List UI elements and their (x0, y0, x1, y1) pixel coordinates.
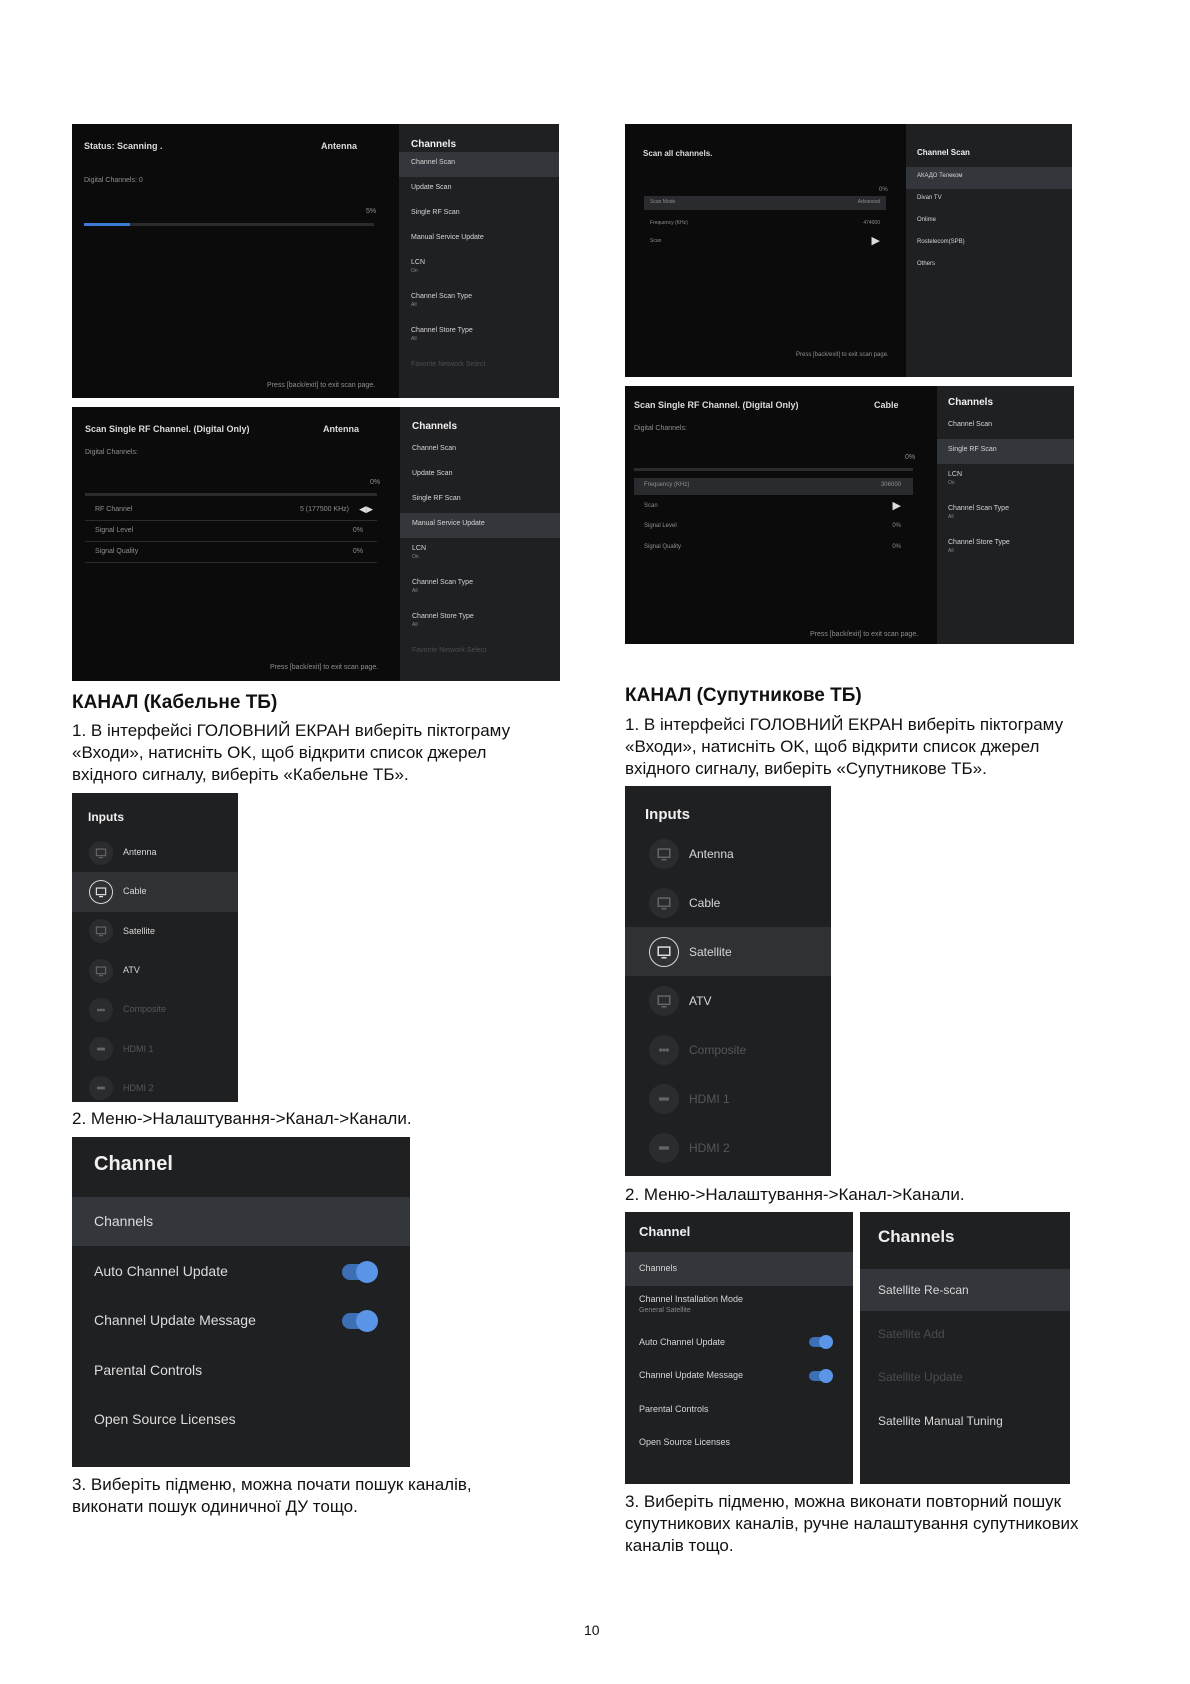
input-label: HDMI 2 (123, 1082, 154, 1093)
channel-item-channel-installation-mode[interactable] (625, 1286, 853, 1326)
menu-title: Channel Scan (917, 148, 970, 157)
input-label: Satellite (123, 925, 156, 936)
satellite-item-satellite-update[interactable] (860, 1356, 1070, 1398)
channel-item-open-source-licenses[interactable] (72, 1395, 410, 1444)
menu-item-label: Favorite Network Select (411, 361, 486, 368)
menu-item-label: Channel Scan Type (948, 505, 1009, 512)
row-label: Signal Level (644, 523, 677, 529)
channel-scan-panel (906, 124, 1072, 377)
menu-item-channel-scan-type[interactable] (937, 498, 1074, 532)
menu-item-manual-service-update[interactable] (399, 227, 559, 252)
satellite-tv-heading: КАНАЛ (Супутникове ТБ) (625, 685, 862, 706)
input-label: Antenna (123, 847, 157, 858)
row-signal-quality[interactable] (634, 540, 913, 557)
row-label: Frequency (KHz) (644, 482, 690, 488)
input-label: Cable (689, 895, 721, 910)
input-label: Cable (123, 886, 147, 897)
menu-item-label: Channel Scan (412, 445, 456, 452)
row-signal-level[interactable] (634, 519, 913, 536)
scan-progress-bar (85, 493, 377, 496)
input-label: HDMI 1 (689, 1091, 730, 1106)
row-label: Scan (644, 503, 658, 509)
operator-item-onlime[interactable] (906, 211, 1072, 233)
menu-item-label: Channel Store Type (948, 539, 1010, 546)
operator-label: АКАДО Телеком (917, 173, 963, 179)
channel-item-label: Channels (94, 1213, 154, 1229)
menu-item-channel-store-type[interactable] (937, 532, 1074, 566)
input-label: ATV (123, 965, 140, 976)
menu-item-label: Single RF Scan (411, 209, 460, 216)
hdmi-icon (649, 1084, 679, 1114)
cable-step-3: 3. Виберіть підменю, можна почати пошук каналів, виконати пошук одиничної ДУ тощо. (72, 1475, 472, 1516)
menu-item-channel-scan[interactable] (937, 414, 1074, 439)
satellite-item-satellite-re-scan[interactable] (860, 1269, 1070, 1311)
satellite-step-3: 3. Виберіть підменю, можна виконати повторний пошук супутникових каналів, ручне налаштування супутникових каналів тощо. (625, 1492, 1079, 1555)
row-value: 0% (352, 548, 363, 555)
left-right-arrows-icon[interactable]: ◀▶ (359, 504, 373, 514)
operator-item-rostelecom-spb[interactable] (906, 233, 1072, 255)
channel-item-label: Channel Update Message (639, 1370, 744, 1380)
menu-item-label: Update Scan (411, 184, 452, 191)
input-label: Composite (689, 1042, 747, 1057)
menu-item-channel-scan[interactable] (399, 152, 559, 177)
input-cable[interactable] (72, 872, 238, 911)
row-label: Scan Mode (650, 199, 676, 205)
channels-menu-panel (400, 407, 560, 681)
channel-item-label: Channel Update Message (94, 1312, 256, 1328)
satellite-channels-menu (860, 1212, 1070, 1484)
row-value: 5 (177500 KHz) (299, 506, 349, 513)
operator-label: Others (917, 261, 936, 267)
tv-icon (649, 986, 679, 1016)
input-cable[interactable] (625, 878, 831, 927)
menu-item-single-rf-scan[interactable] (400, 488, 560, 513)
scan-status: Status: Scanning . (84, 141, 163, 151)
row-divider (85, 541, 377, 542)
scan-progress-fill (84, 223, 130, 226)
satellite-step-1: 1. В інтерфейсі ГОЛОВНИЙ ЕКРАН виберіть піктограму «Входи», натисніть OK, щоб відкрити список джерел вхідного сигналу, виберіть «Супутникове ТБ». (625, 715, 1064, 778)
menu-item-label: LCN (412, 545, 427, 552)
row-frequency-khz[interactable] (634, 478, 913, 495)
operator-label: Divan TV (917, 195, 942, 201)
input-antenna[interactable] (72, 833, 238, 872)
tv-icon (649, 888, 679, 918)
menu-item-lcn[interactable] (937, 464, 1074, 498)
row-label: Signal Quality (644, 544, 682, 550)
channel-item-label: Auto Channel Update (639, 1336, 726, 1347)
scan-progress-bar (84, 223, 374, 226)
menu-item-channel-scan-type[interactable] (400, 572, 560, 606)
scan-footer: Press [back/exit] to exit scan page. (796, 352, 889, 358)
menu-item-value: On (411, 268, 418, 274)
row-label: Signal Quality (95, 548, 139, 555)
channel-item-label: Auto Channel Update (94, 1262, 228, 1279)
menu-title: Channels (948, 397, 994, 408)
menu-title: Channels (411, 139, 457, 150)
toggle-switch[interactable] (342, 1264, 376, 1280)
menu-item-label: Channel Scan Type (411, 293, 472, 300)
channel-title: Channel (94, 1153, 173, 1175)
channel-item-auto-channel-update[interactable] (625, 1326, 853, 1360)
satellite-item-label: Satellite Update (878, 1370, 963, 1384)
menu-item-single-rf-scan[interactable] (937, 439, 1074, 464)
tv-icon (89, 919, 113, 943)
satellite-item-label: Satellite Add (878, 1326, 945, 1341)
inputs-title: Inputs (88, 810, 124, 824)
scan-source: Antenna (323, 424, 359, 434)
menu-item-update-scan[interactable] (399, 177, 559, 202)
hdmi-icon (89, 1076, 113, 1100)
menu-item-value: On (412, 554, 419, 560)
single-rf-antenna-screen (72, 407, 560, 681)
channel-item-channels[interactable] (72, 1197, 410, 1246)
operator-item-akado[interactable] (906, 167, 1072, 189)
menu-item-label: Manual Service Update (412, 520, 485, 527)
row-divider (85, 562, 377, 563)
input-label: HDMI 1 (123, 1043, 154, 1054)
satellite-step-2: 2. Меню->Налаштування->Канал->Канали. (625, 1185, 965, 1204)
row-scan[interactable] (644, 235, 886, 249)
screen-title: Scan Single RF Channel. (Digital Only) (85, 424, 250, 434)
digital-channels-label: Digital Channels: (85, 449, 138, 456)
inputs-panel-cable (72, 793, 238, 1102)
inputs-title: Inputs (645, 806, 690, 823)
menu-item-lcn[interactable] (400, 538, 560, 572)
menu-item-channel-scan[interactable] (400, 438, 560, 463)
row-value: 474000 (863, 220, 880, 226)
comp-icon (89, 998, 113, 1022)
digital-channels-count: Digital Channels: 0 (84, 177, 143, 184)
channels-menu-panel (399, 124, 559, 398)
row-value: 0% (892, 544, 901, 550)
input-hdmi-1[interactable] (625, 1074, 831, 1123)
row-scan[interactable] (634, 499, 913, 516)
input-label: HDMI 2 (689, 1140, 730, 1155)
scan-footer: Press [back/exit] to exit scan page. (270, 664, 379, 671)
channel-item-open-source-licenses[interactable] (625, 1426, 853, 1460)
satellite-item-satellite-manual-tuning[interactable] (860, 1400, 1070, 1442)
row-label: Signal Level (95, 527, 134, 534)
tv-icon (649, 937, 679, 967)
toggle-switch[interactable] (809, 1371, 831, 1381)
cable-tv-heading: КАНАЛ (Кабельне ТБ) (72, 692, 278, 713)
menu-item-label: Update Scan (412, 470, 453, 477)
row-signal-quality[interactable] (85, 548, 377, 562)
satellite-item-satellite-add[interactable] (860, 1313, 1070, 1355)
input-atv[interactable] (625, 976, 831, 1025)
channel-item-label: Open Source Licenses (639, 1437, 731, 1447)
tv-icon (649, 839, 679, 869)
channel-title: Channel (639, 1224, 691, 1239)
input-satellite[interactable] (72, 912, 238, 951)
row-divider (85, 520, 377, 521)
channel-item-label: Channel Installation Mode (639, 1293, 744, 1304)
channel-item-channel-update-message[interactable] (625, 1359, 853, 1393)
operator-item-divan-tv[interactable] (906, 189, 1072, 211)
row-value: 306000 (880, 482, 901, 488)
inputs-panel-satellite (625, 786, 831, 1176)
input-antenna[interactable] (625, 829, 831, 878)
satellite-item-label: Satellite Re-scan (878, 1283, 969, 1297)
input-composite[interactable] (72, 990, 238, 1029)
scan-progress-label: 0% (905, 454, 916, 461)
operator-item-others[interactable] (906, 255, 1072, 277)
menu-item-label: Favorite Network Select (412, 647, 487, 654)
scan-progress-label: 0% (879, 187, 888, 193)
scan-source: Antenna (321, 141, 357, 151)
menu-item-favorite-network-select[interactable] (400, 640, 560, 665)
channel-item-label: Parental Controls (639, 1403, 709, 1414)
menu-item-channel-scan-type[interactable] (399, 286, 559, 320)
row-frequency-khz[interactable] (644, 217, 886, 231)
input-hdmi-1[interactable] (72, 1030, 238, 1069)
channel-item-channels[interactable] (625, 1252, 853, 1286)
row-value: Advanced (857, 199, 880, 205)
menu-item-lcn[interactable] (399, 252, 559, 286)
channel-item-label: Parental Controls (94, 1361, 203, 1378)
channel-item-auto-channel-update[interactable] (72, 1247, 410, 1296)
menu-item-channel-store-type[interactable] (399, 320, 559, 354)
menu-title: Channels (412, 421, 458, 432)
row-value: 0% (892, 523, 901, 529)
satellite-item-label: Satellite Manual Tuning (878, 1413, 1003, 1428)
menu-item-label: Single RF Scan (412, 495, 461, 502)
channel-item-label: Open Source Licenses (94, 1411, 236, 1427)
menu-item-label: Channel Scan (411, 159, 455, 166)
channels-title: Channels (878, 1227, 955, 1246)
scan-footer: Press [back/exit] to exit scan page. (810, 631, 919, 638)
digital-channels-label: Digital Channels: (634, 425, 687, 432)
channel-item-value: General Satellite (639, 1306, 691, 1314)
row-label: Frequency (KHz) (650, 220, 688, 226)
menu-item-label: Manual Service Update (411, 234, 484, 241)
single-rf-cable-screen (625, 386, 1074, 644)
scan-footer: Press [back/exit] to exit scan page. (267, 382, 376, 389)
menu-item-label: Channel Store Type (412, 613, 474, 620)
tv-icon (89, 959, 113, 983)
input-hdmi-2[interactable] (625, 1123, 831, 1172)
screen-title: Scan all channels. (643, 149, 713, 158)
menu-item-label: Channel Scan Type (412, 579, 473, 586)
input-label: Antenna (689, 846, 734, 861)
input-satellite[interactable] (625, 927, 831, 976)
scan-progress-bar (634, 468, 913, 471)
channel-item-parental-controls[interactable] (72, 1346, 410, 1395)
scan-progress-label: 5% (366, 208, 377, 215)
cable-step-2: 2. Меню->Налаштування->Канал->Канали. (72, 1109, 412, 1128)
input-atv[interactable] (72, 951, 238, 990)
cable-step-1: 1. В інтерфейсі ГОЛОВНИЙ ЕКРАН виберіть піктограму «Входи», натисніть OK, щоб відкрити список джерел вхідного сигналу, виберіть «Кабельне ТБ». (72, 721, 511, 784)
row-rf-channel[interactable] (85, 506, 377, 520)
menu-item-label: LCN (411, 259, 426, 266)
menu-item-value: All (948, 548, 954, 554)
page-number: 10 (584, 1622, 600, 1638)
menu-item-label: LCN (948, 471, 963, 478)
menu-item-value: All (411, 302, 417, 308)
channel-item-channel-update-message[interactable] (72, 1296, 410, 1345)
menu-item-value: All (412, 622, 418, 628)
menu-item-favorite-network-select[interactable] (399, 354, 559, 379)
menu-item-channel-store-type[interactable] (400, 606, 560, 640)
play-arrow-icon[interactable]: ▶ (871, 235, 880, 247)
play-arrow-icon[interactable]: ▶ (892, 500, 901, 512)
menu-item-manual-service-update[interactable] (400, 513, 560, 538)
toggle-switch[interactable] (809, 1337, 831, 1347)
operator-label: Rostelecom(SPB) (917, 239, 965, 245)
menu-item-single-rf-scan[interactable] (399, 202, 559, 227)
antenna-scan-screen (72, 124, 559, 398)
input-hdmi-2[interactable] (72, 1069, 238, 1102)
channel-menu-satellite (625, 1212, 853, 1484)
channel-item-parental-controls[interactable] (625, 1393, 853, 1427)
cable-scan-all-screen (625, 124, 1072, 377)
hdmi-icon (649, 1133, 679, 1163)
menu-item-value: All (411, 336, 417, 342)
row-signal-level[interactable] (85, 527, 377, 541)
tv-icon (89, 880, 113, 904)
input-label: Satellite (689, 944, 732, 959)
row-label: Scan (650, 238, 662, 244)
input-label: Composite (123, 1004, 167, 1015)
row-label: RF Channel (95, 506, 133, 513)
toggle-switch[interactable] (342, 1313, 376, 1329)
menu-item-label: Channel Scan (948, 421, 992, 428)
row-scan-mode[interactable] (644, 196, 886, 210)
channels-menu-panel (937, 386, 1074, 644)
menu-item-value: All (948, 514, 954, 520)
menu-item-value: On (948, 480, 955, 486)
menu-item-value: All (412, 588, 418, 594)
hdmi-icon (89, 1037, 113, 1061)
menu-item-label: Channel Store Type (411, 327, 473, 334)
channel-menu-cable (72, 1137, 410, 1467)
tv-icon (89, 841, 113, 865)
menu-item-update-scan[interactable] (400, 463, 560, 488)
channel-item-label: Channels (639, 1263, 678, 1273)
operator-label: Onlime (917, 217, 937, 223)
row-value: 0% (352, 527, 363, 534)
input-composite[interactable] (625, 1025, 831, 1074)
scan-source: Cable (874, 400, 899, 410)
menu-item-label: Single RF Scan (948, 446, 997, 453)
scan-progress-label: 0% (370, 479, 381, 486)
input-label: ATV (689, 993, 712, 1008)
comp-icon (649, 1035, 679, 1065)
screen-title: Scan Single RF Channel. (Digital Only) (634, 400, 799, 410)
